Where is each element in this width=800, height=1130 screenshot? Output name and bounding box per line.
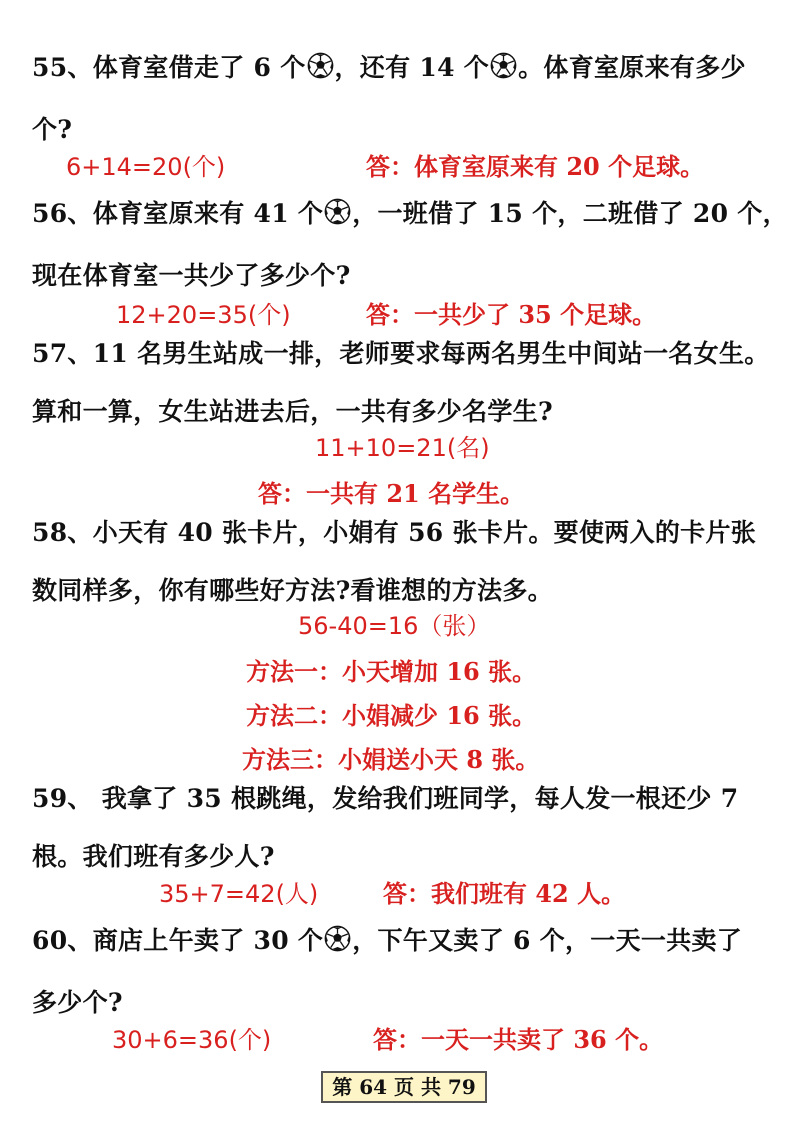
problem-59 — [32, 770, 777, 886]
problem-55 — [32, 37, 777, 161]
problem-60-equation: 30+6=36(个) — [112, 1026, 272, 1054]
problem-59-equation: 35+7=42(人) — [159, 880, 319, 908]
problem-58 — [32, 504, 777, 620]
problem-57-text-a: 57、11 名男生站成一排，老师要求每两名男生中间站一名女生。 — [32, 339, 770, 368]
problem-56-line-1 — [32, 183, 788, 245]
problem-55-text-b: ，还有 14 个 — [334, 53, 490, 82]
problem-58-method-2: 方法二：小娟减少 16 张。 — [246, 701, 537, 730]
problem-56-text-b: ，一班借了 15 个，二班借了 20 个， — [352, 199, 788, 228]
problem-58-method-3: 方法三：小娟送小天 8 张。 — [242, 745, 540, 774]
problem-58-method-1: 方法一：小天增加 16 张。 — [246, 657, 537, 686]
page-number-badge: 第 64 页 共 79 — [321, 1071, 487, 1103]
problem-59-answer: 答：我们班有 42 人。 — [383, 879, 626, 908]
problem-59-text-a: 59、 我拿了 35 根跳绳，发给我们班同学，每人发一根还少 7 — [32, 784, 739, 813]
problem-60-text-a: 60、商店上午卖了 30 个 — [32, 926, 324, 955]
problem-56 — [32, 183, 788, 307]
problem-60 — [32, 910, 777, 1034]
soccer-ball-icon — [490, 52, 517, 79]
problem-57 — [32, 325, 777, 441]
problem-55-line-1 — [32, 37, 777, 99]
problem-56-text-c: 现在体育室一共少了多少个? — [32, 261, 351, 290]
problem-58-text-b: 数同样多，你有哪些好方法?看谁想的方法多。 — [32, 576, 553, 605]
problem-57-text-b: 算和一算，女生站进去后，一共有多少名学生? — [32, 397, 553, 426]
problem-58-equation: 56-40=16（张） — [298, 612, 491, 640]
problem-56-answer: 答：一共少了 35 个足球。 — [366, 300, 657, 329]
problem-57-equation: 11+10=21(名) — [315, 434, 490, 462]
problem-58-text-a: 58、小天有 40 张卡片，小娟有 56 张卡片。要使两入的卡片张 — [32, 518, 757, 547]
soccer-ball-icon — [324, 198, 351, 225]
soccer-ball-icon — [307, 52, 334, 79]
problem-59-text-b: 根。我们班有多少人? — [32, 842, 275, 871]
problem-60-text-c: 多少个? — [32, 988, 123, 1017]
problem-55-text-a: 55、体育室借走了 6 个 — [32, 53, 306, 82]
problem-55-text-d: 个? — [32, 115, 73, 144]
problem-56-equation: 12+20=35(个) — [116, 301, 291, 329]
problem-60-text-b: ，下午又卖了 6 个，一天一共卖了 — [352, 926, 743, 955]
problem-57-answer: 答：一共有 21 名学生。 — [258, 479, 525, 508]
problem-55-text-c: 。体育室原来有多少 — [518, 53, 746, 82]
problem-60-answer: 答：一天一共卖了 36 个。 — [373, 1025, 664, 1054]
soccer-ball-icon — [324, 925, 351, 952]
problem-55-equation: 6+14=20(个) — [66, 153, 226, 181]
problem-56-text-a: 56、体育室原来有 41 个 — [32, 199, 324, 228]
problem-55-answer: 答：体育室原来有 20 个足球。 — [366, 152, 705, 181]
problem-60-line-1 — [32, 910, 777, 972]
